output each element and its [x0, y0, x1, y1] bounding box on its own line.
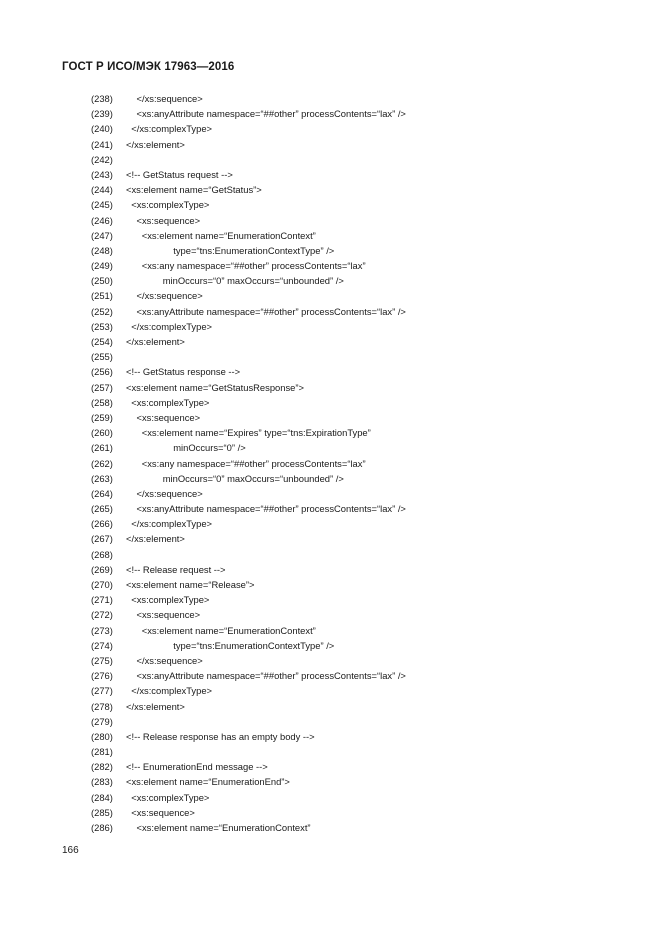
code-line — [0, 501, 661, 516]
code-line — [0, 213, 661, 228]
line-code: <xs:sequence> — [136, 411, 201, 423]
code-line — [0, 744, 661, 759]
line-number: (251) — [91, 290, 113, 302]
line-code: <xs:complexType> — [131, 396, 210, 408]
line-code: minOccurs=“0” maxOccurs=“unbounded” /> — [162, 275, 344, 287]
line-code: </xs:sequence> — [136, 654, 203, 666]
line-number: (267) — [91, 533, 113, 545]
line-code: minOccurs=“0” maxOccurs=“unbounded” /> — [162, 472, 344, 484]
code-line — [0, 167, 661, 182]
line-number: (286) — [91, 822, 113, 833]
code-line — [0, 668, 661, 683]
line-code: <xs:element name=“EnumerationEnd”> — [126, 776, 290, 788]
page-number: 166 — [62, 845, 79, 856]
document-header: ГОСТ Р ИСО/МЭК 17963—2016 — [62, 61, 235, 73]
line-number: (282) — [91, 761, 113, 773]
code-line — [0, 197, 661, 212]
line-number: (262) — [91, 457, 113, 469]
line-number: (260) — [91, 427, 113, 439]
code-line — [0, 729, 661, 744]
line-number: (239) — [91, 108, 113, 120]
line-code: <xs:sequence> — [131, 806, 195, 818]
line-number: (274) — [91, 639, 113, 651]
line-number: (241) — [91, 138, 113, 150]
code-line — [0, 425, 661, 440]
code-line — [0, 182, 661, 197]
line-code: <!-- EnumerationEnd message --> — [126, 761, 268, 773]
line-code: </xs:complexType> — [131, 518, 213, 530]
line-number: (270) — [91, 579, 113, 590]
line-number: (256) — [91, 366, 113, 378]
code-line — [0, 623, 661, 638]
code-line — [0, 152, 661, 167]
code-line — [0, 653, 661, 668]
line-number: (278) — [91, 700, 113, 712]
line-number: (253) — [91, 320, 113, 332]
line-code: </xs:sequence> — [136, 487, 203, 499]
code-line — [0, 699, 661, 714]
line-code: <!-- Release response has an empty body --> — [126, 730, 315, 742]
line-code: <!-- GetStatus response --> — [126, 366, 241, 378]
line-number: (244) — [91, 184, 113, 196]
code-line — [0, 562, 661, 577]
code-line — [0, 820, 661, 835]
line-number: (252) — [91, 305, 113, 317]
line-code: <xs:element name=“GetStatusResponse”> — [126, 381, 304, 393]
code-line — [0, 759, 661, 774]
line-number: (279) — [91, 715, 113, 727]
code-line — [0, 577, 661, 592]
code-line — [0, 607, 661, 622]
line-number: (285) — [91, 806, 113, 818]
code-line — [0, 364, 661, 379]
line-code: minOccurs=“0” /> — [173, 442, 246, 454]
code-line — [0, 471, 661, 486]
line-number: (268) — [91, 548, 113, 560]
line-code: <xs:sequence> — [136, 214, 201, 226]
line-code: </xs:sequence> — [136, 290, 203, 302]
line-number: (261) — [91, 442, 113, 454]
line-code: type=“tns:EnumerationContextType” /> — [173, 639, 335, 651]
code-line — [0, 121, 661, 136]
line-code: </xs:element> — [126, 533, 185, 545]
line-code: <xs:complexType> — [131, 594, 210, 606]
code-line — [0, 106, 661, 121]
code-line — [0, 243, 661, 258]
code-line — [0, 258, 661, 273]
code-line — [0, 273, 661, 288]
code-line — [0, 288, 661, 303]
code-line — [0, 714, 661, 729]
line-number: (246) — [91, 214, 113, 226]
code-line — [0, 683, 661, 698]
line-number: (242) — [91, 153, 113, 165]
code-line — [0, 531, 661, 546]
line-number: (255) — [91, 351, 113, 363]
line-number: (263) — [91, 472, 113, 484]
line-number: (257) — [91, 381, 113, 393]
line-code: type=“tns:EnumerationContextType” /> — [173, 244, 335, 256]
code-line — [0, 334, 661, 349]
line-number: (281) — [91, 746, 113, 758]
line-code: <xs:element name=“GetStatus”> — [126, 184, 262, 196]
line-number: (259) — [91, 411, 113, 423]
line-number: (238) — [91, 93, 113, 104]
line-number: (247) — [91, 229, 113, 241]
line-number: (243) — [91, 168, 113, 180]
code-line — [0, 547, 661, 562]
code-line — [0, 349, 661, 364]
line-code: <xs:sequence> — [136, 609, 201, 621]
line-code: </xs:complexType> — [131, 685, 213, 697]
line-number: (269) — [91, 563, 113, 575]
line-number: (272) — [91, 609, 113, 621]
line-number: (283) — [91, 776, 113, 788]
line-number: (277) — [91, 685, 113, 697]
line-code: </xs:element> — [126, 700, 185, 712]
line-number: (273) — [91, 624, 113, 636]
line-number: (265) — [91, 503, 113, 515]
line-code: </xs:complexType> — [131, 123, 213, 135]
code-line — [0, 456, 661, 471]
line-code: <!-- GetStatus request --> — [126, 168, 233, 180]
line-code: </xs:sequence> — [136, 93, 203, 104]
code-line — [0, 410, 661, 425]
code-line — [0, 790, 661, 805]
code-listing — [0, 91, 661, 835]
line-code: <xs:element name=“Release”> — [126, 579, 255, 590]
line-number: (245) — [91, 199, 113, 211]
code-line — [0, 774, 661, 789]
line-number: (248) — [91, 244, 113, 256]
line-code: </xs:element> — [126, 336, 185, 347]
line-number: (254) — [91, 336, 113, 347]
line-code: <xs:complexType> — [131, 199, 210, 211]
line-code: <!-- Release request --> — [126, 563, 226, 575]
line-code: <xs:element name=“EnumerationContext” — [136, 822, 311, 833]
line-code: <xs:anyAttribute namespace=“##other” processContents=“lax” /> — [136, 108, 406, 120]
line-number: (266) — [91, 518, 113, 530]
code-line — [0, 638, 661, 653]
code-line — [0, 486, 661, 501]
line-number: (250) — [91, 275, 113, 287]
code-line — [0, 228, 661, 243]
line-code: <xs:any namespace=“##other” processContents=“lax” — [141, 260, 366, 272]
code-line — [0, 395, 661, 410]
line-code: <xs:anyAttribute namespace=“##other” processContents=“lax” /> — [136, 670, 406, 682]
line-code: <xs:complexType> — [131, 791, 210, 803]
line-number: (280) — [91, 730, 113, 742]
code-line — [0, 380, 661, 395]
code-line — [0, 440, 661, 455]
line-number: (271) — [91, 594, 113, 606]
code-line — [0, 319, 661, 334]
code-line — [0, 592, 661, 607]
line-number: (275) — [91, 654, 113, 666]
line-code: </xs:complexType> — [131, 320, 213, 332]
line-code: <xs:element name=“EnumerationContext” — [141, 229, 316, 241]
line-number: (240) — [91, 123, 113, 135]
line-number: (249) — [91, 260, 113, 272]
line-code: <xs:element name=“Expires” type=“tns:ExpirationType” — [141, 427, 371, 439]
code-line — [0, 137, 661, 152]
line-code: <xs:element name=“EnumerationContext” — [141, 624, 316, 636]
line-code: <xs:anyAttribute namespace=“##other” processContents=“lax” /> — [136, 503, 406, 515]
line-code: </xs:element> — [126, 138, 185, 150]
code-line — [0, 805, 661, 820]
code-line — [0, 91, 661, 106]
line-number: (276) — [91, 670, 113, 682]
line-code: <xs:any namespace=“##other” processContents=“lax” — [141, 457, 366, 469]
line-number: (284) — [91, 791, 113, 803]
code-line — [0, 304, 661, 319]
line-number: (258) — [91, 396, 113, 408]
line-code: <xs:anyAttribute namespace=“##other” processContents=“lax” /> — [136, 305, 406, 317]
code-line — [0, 516, 661, 531]
line-number: (264) — [91, 487, 113, 499]
